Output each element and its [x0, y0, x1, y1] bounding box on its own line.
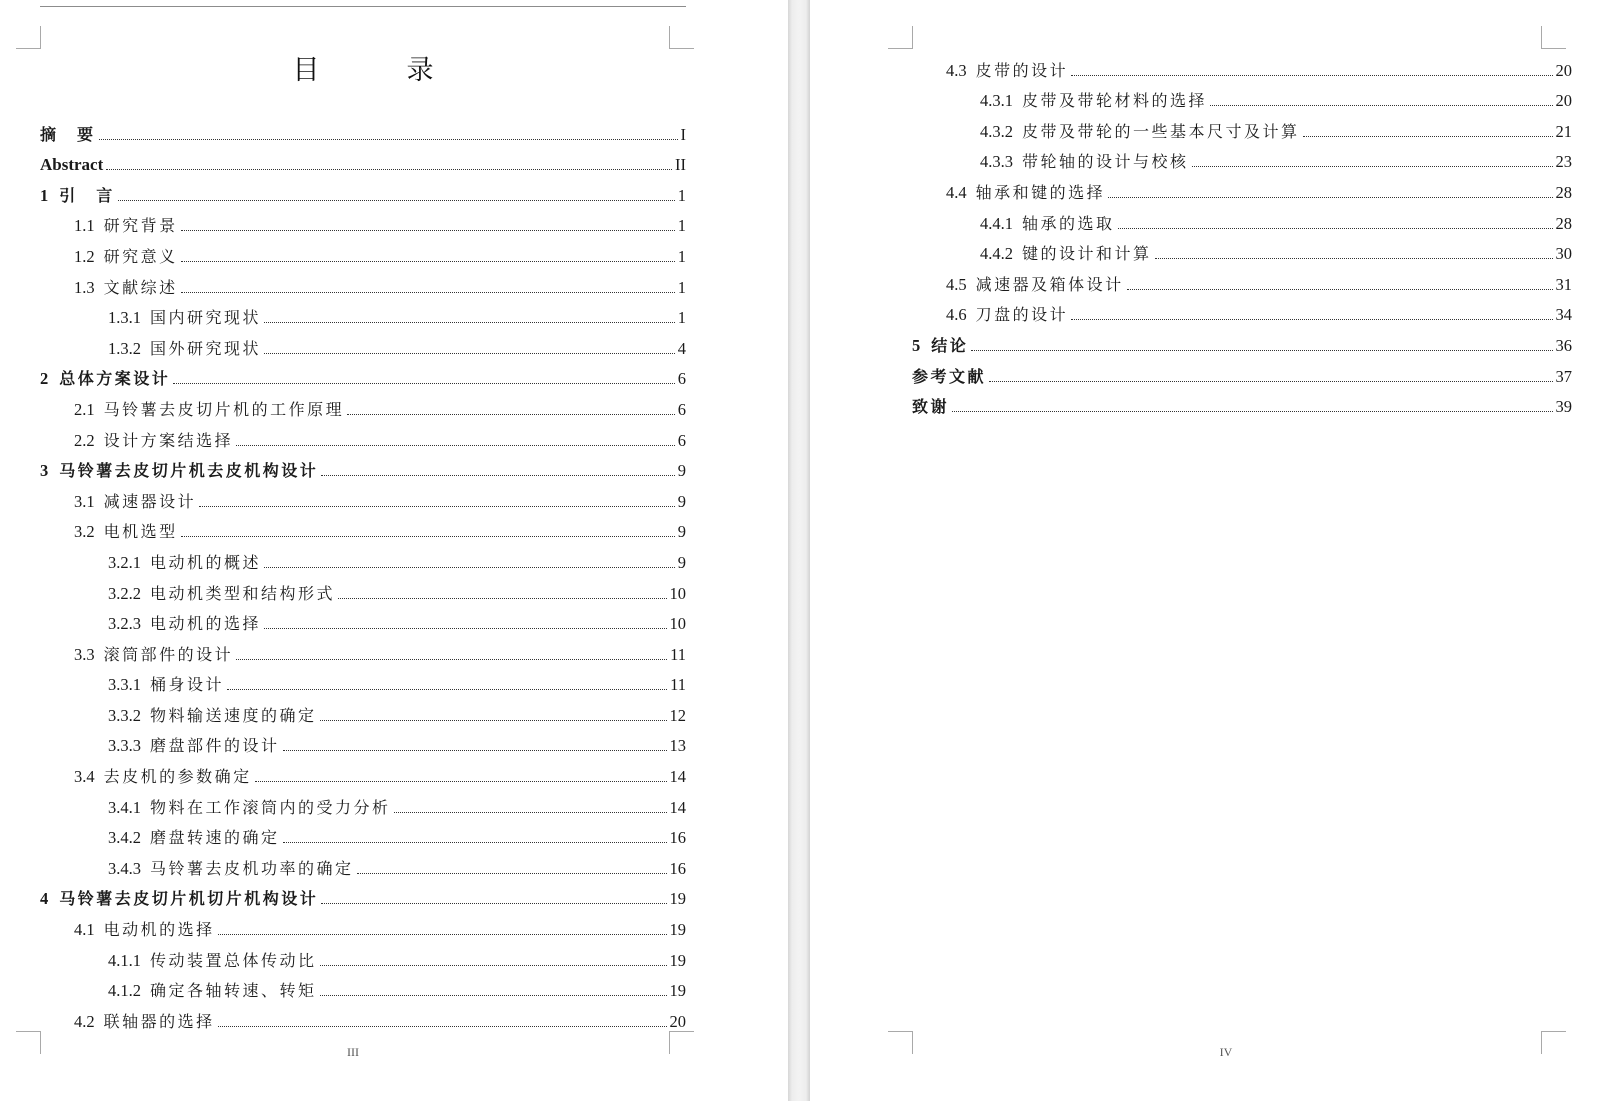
toc-entry[interactable]: [40, 726, 686, 757]
toc-dot-leader: [321, 475, 674, 476]
toc-dot-leader: [1071, 319, 1552, 320]
toc-entry-number: 1.3.2: [108, 338, 141, 358]
toc-entry[interactable]: [40, 573, 686, 604]
toc-entry[interactable]: [40, 604, 686, 635]
toc-entry-number: 4: [40, 889, 49, 909]
toc-entry[interactable]: [912, 142, 1572, 173]
toc-entry-page: 10: [669, 614, 686, 634]
toc-entry-title: 研究背景: [103, 216, 178, 236]
toc-entry-page: I: [680, 124, 686, 144]
toc-dot-leader: [952, 411, 1552, 412]
toc-entry-page: 1: [677, 216, 686, 236]
margin-corner-mark: [16, 1031, 41, 1054]
toc-entry[interactable]: [40, 389, 686, 420]
toc-entry[interactable]: [40, 818, 686, 849]
toc-entry[interactable]: [912, 81, 1572, 112]
toc-dot-leader: [1303, 136, 1553, 137]
page-gutter: [788, 0, 810, 1101]
toc-entry-title: 带轮轴的设计与校核: [1022, 152, 1189, 172]
toc-entry[interactable]: [40, 879, 686, 910]
toc-entry[interactable]: [40, 236, 686, 267]
toc-entry-title: 皮带的设计: [975, 60, 1069, 80]
toc-entry-title: 皮带及带轮的一些基本尺寸及计算: [1022, 121, 1300, 141]
toc-entry-title: 摘 要: [40, 124, 96, 144]
toc-entry-title: 马铃薯去皮切片机去皮机构设计: [59, 461, 319, 481]
toc-dot-leader: [118, 200, 675, 201]
toc-entry[interactable]: [912, 356, 1572, 387]
toc-entry-number: 4.4.2: [980, 244, 1013, 264]
toc-dot-leader: [320, 720, 667, 721]
toc-entry-page: 9: [677, 461, 686, 481]
toc-entry[interactable]: [40, 481, 686, 512]
toc-dot-leader: [106, 169, 672, 170]
toc-entry-title: 联轴器的选择: [103, 1011, 215, 1031]
toc-entry[interactable]: [40, 1001, 686, 1032]
toc-dot-leader: [283, 842, 667, 843]
toc-entry-page: 34: [1555, 305, 1572, 325]
toc-dot-leader: [264, 567, 675, 568]
toc-entry-page: 12: [669, 705, 686, 725]
toc-entry-number: 4.1.2: [108, 981, 141, 1001]
toc-entry-title: 轴承和键的选择: [975, 182, 1106, 202]
margin-corner-mark: [16, 26, 41, 49]
toc-dot-leader: [394, 812, 667, 813]
toc-dot-leader: [989, 381, 1552, 382]
toc-entry-page: 16: [669, 828, 686, 848]
toc-entry-title: 研究意义: [103, 246, 178, 266]
toc-dot-leader: [181, 261, 675, 262]
toc-entry-title: 磨盘部件的设计: [150, 736, 280, 756]
margin-corner-mark: [669, 1031, 694, 1054]
toc-entry-title: 总体方案设计: [59, 369, 171, 389]
toc-entry-title: 减速器设计: [103, 491, 197, 511]
toc-entry-page: 28: [1555, 182, 1572, 202]
toc-entry-title: 去皮机的参数确定: [103, 767, 252, 787]
toc-entry-number: 3.2.2: [108, 583, 141, 603]
toc-entry[interactable]: [40, 695, 686, 726]
toc-dot-leader: [1118, 228, 1553, 229]
toc-entry[interactable]: [912, 111, 1572, 142]
toc-entry-title: 参考文献: [912, 366, 987, 386]
toc-dot-leader: [1127, 289, 1553, 290]
toc-dot-leader: [321, 903, 666, 904]
toc-entry-page: 1: [677, 246, 686, 266]
toc-entry-page: 11: [670, 675, 686, 695]
toc-entry[interactable]: [40, 267, 686, 298]
toc-dot-leader: [264, 322, 675, 323]
toc-entry-number: 2: [40, 369, 49, 389]
toc-dot-leader: [218, 1026, 667, 1027]
toc-entry-title: 物料在工作滚筒内的受力分析: [150, 797, 391, 817]
toc-entry-title: 马铃薯去皮切片机切片机构设计: [59, 889, 319, 909]
toc-entry[interactable]: [40, 206, 686, 237]
toc-entry-number: 4.2: [74, 1011, 95, 1031]
toc-entry-page: 20: [669, 1011, 686, 1031]
toc-entry[interactable]: [40, 940, 686, 971]
toc-entry-title: 减速器及箱体设计: [975, 274, 1124, 294]
toc-entry-page: 14: [669, 797, 686, 817]
toc-entry-page: 16: [669, 858, 686, 878]
margin-corner-mark: [669, 26, 694, 49]
toc-entry[interactable]: [40, 298, 686, 329]
toc-dot-leader: [320, 995, 667, 996]
toc-entry-page: 9: [677, 552, 686, 572]
toc-entry-title: 设计方案结选择: [103, 430, 234, 450]
toc-entry[interactable]: [40, 909, 686, 940]
toc-entry-number: 3.3: [74, 644, 95, 664]
toc-entry-number: 4.1.1: [108, 950, 141, 970]
toc-entry-title: 电动机的概述: [150, 552, 262, 572]
toc-entry-page: 19: [669, 889, 686, 909]
toc-entry-number: 1.2: [74, 246, 95, 266]
toc-entry-number: 3.3.3: [108, 736, 141, 756]
toc-entry-title: 传动装置总体传动比: [150, 950, 317, 970]
toc-dot-leader: [283, 750, 667, 751]
toc-entry-title: 皮带及带轮材料的选择: [1022, 91, 1208, 111]
toc-entry-title: 电动机的选择: [150, 614, 262, 634]
toc-entry[interactable]: [40, 756, 686, 787]
toc-entry-page: 39: [1555, 397, 1572, 417]
header-rule: [40, 6, 686, 7]
toc-entry-page: 37: [1555, 366, 1572, 386]
toc-entry-page: 1: [677, 308, 686, 328]
toc-entry-page: 1: [677, 185, 686, 205]
toc-entry-page: 20: [1555, 60, 1572, 80]
toc-entry-number: 4.3.3: [980, 152, 1013, 172]
toc-dot-leader: [236, 659, 667, 660]
toc-entry-page: 31: [1555, 274, 1572, 294]
toc-entry-number: 3.4.1: [108, 797, 141, 817]
toc-dot-leader: [255, 781, 667, 782]
toc-entry-title: 马铃薯去皮切片机的工作原理: [103, 399, 345, 419]
toc-dot-leader: [264, 628, 666, 629]
toc-entry-page: 9: [677, 522, 686, 542]
toc-entry-number: 3.4: [74, 767, 95, 787]
toc-dot-leader: [181, 230, 675, 231]
toc-entry[interactable]: [40, 665, 686, 696]
toc-entry-page: 30: [1555, 244, 1572, 264]
toc-entry-title: 马铃薯去皮机功率的确定: [150, 858, 354, 878]
toc-entry-number: 4.5: [946, 274, 967, 294]
toc-entry-page: 28: [1555, 213, 1572, 233]
toc-entry-title: 电机选型: [103, 522, 178, 542]
toc-entry-page: 19: [669, 950, 686, 970]
toc-dot-leader: [236, 445, 675, 446]
toc-entry-number: 4.3.1: [980, 91, 1013, 111]
toc-entry-page: 14: [669, 767, 686, 787]
toc-entry[interactable]: [40, 971, 686, 1002]
toc-entry[interactable]: [912, 234, 1572, 265]
toc-entry-title: 物料输送速度的确定: [150, 705, 317, 725]
toc-dot-leader: [1108, 197, 1552, 198]
toc-entry-title: 刀盘的设计: [975, 305, 1069, 325]
toc-entry-number: 3.3.1: [108, 675, 141, 695]
toc-title: 目 录: [292, 55, 464, 86]
toc-entry-number: 2.2: [74, 430, 95, 450]
toc-entry-number: 1.1: [74, 216, 95, 236]
toc-entry-page: 4: [677, 338, 686, 358]
toc-entry[interactable]: [40, 848, 686, 879]
toc-entry[interactable]: [40, 512, 686, 543]
toc-entry-page: 13: [669, 736, 686, 756]
toc-dot-leader: [173, 383, 674, 384]
toc-entry-page: 36: [1555, 335, 1572, 355]
toc-dot-leader: [1210, 105, 1552, 106]
toc-entry-page: 1: [677, 277, 686, 297]
toc-entry[interactable]: [912, 50, 1572, 81]
toc-entry-title: 磨盘转速的确定: [150, 828, 280, 848]
toc-entry-number: 3.2.3: [108, 614, 141, 634]
toc-entry-page: 9: [677, 491, 686, 511]
toc-entry-number: 5: [912, 335, 921, 355]
toc-entry-page: 19: [669, 920, 686, 940]
toc-entry[interactable]: [40, 787, 686, 818]
toc-dot-leader: [199, 506, 675, 507]
toc-entry[interactable]: [40, 359, 686, 390]
toc-entry[interactable]: [40, 451, 686, 482]
toc-entry-title: 结论: [931, 335, 969, 355]
toc-entry[interactable]: [40, 114, 686, 145]
toc-entry[interactable]: [40, 328, 686, 359]
toc-entry-number: 3.1: [74, 491, 95, 511]
page-number-footer: III: [347, 1045, 359, 1059]
toc-entry-number: 4.3: [946, 60, 967, 80]
page-number-footer: IV: [1219, 1045, 1233, 1059]
toc-entry-title: 确定各轴转速、转矩: [150, 981, 317, 1001]
toc-dot-leader: [264, 353, 675, 354]
toc-entry-number: 1.3: [74, 277, 95, 297]
toc-entry-number: 2.1: [74, 399, 95, 419]
toc-entry[interactable]: [40, 542, 686, 573]
toc-entry-page: 6: [677, 399, 686, 419]
toc-dot-leader: [181, 536, 675, 537]
toc-entry-title: Abstract: [40, 155, 104, 175]
toc-entry-title: 国外研究现状: [150, 338, 262, 358]
toc-entry-title: 致谢: [912, 397, 950, 417]
toc-entry[interactable]: [40, 145, 686, 176]
toc-dot-leader: [1155, 258, 1553, 259]
toc-entry-page: 23: [1555, 152, 1572, 172]
toc-entry-number: 4.3.2: [980, 121, 1013, 141]
margin-corner-mark: [888, 26, 913, 49]
toc-entry-number: 3: [40, 461, 49, 481]
toc-dot-leader: [227, 689, 667, 690]
toc-entry-title: 键的设计和计算: [1022, 244, 1152, 264]
margin-corner-mark: [1541, 1031, 1566, 1054]
toc-entry-page: 19: [669, 981, 686, 1001]
margin-corner-mark: [1541, 26, 1566, 49]
toc-entry-page: 6: [677, 369, 686, 389]
toc-dot-leader: [99, 139, 678, 140]
toc-dot-leader: [1192, 166, 1553, 167]
toc-entry-number: 4.4.1: [980, 213, 1013, 233]
toc-entry-number: 4.4: [946, 182, 967, 202]
toc-entry-number: 3.4.2: [108, 828, 141, 848]
toc-dot-leader: [347, 414, 675, 415]
toc-entry-number: 3.2.1: [108, 552, 141, 572]
toc-dot-leader: [357, 873, 667, 874]
toc-entry-title: 电动机的选择: [103, 920, 215, 940]
toc-entry-page: 10: [669, 583, 686, 603]
toc-dot-leader: [218, 934, 667, 935]
toc-list-right: [912, 50, 1572, 417]
toc-entry-number: 3.3.2: [108, 705, 141, 725]
toc-entry-title: 滚筒部件的设计: [103, 644, 234, 664]
toc-entry-title: 轴承的选取: [1022, 213, 1115, 233]
toc-dot-leader: [338, 598, 666, 599]
toc-entry-number: 3.4.3: [108, 858, 141, 878]
toc-entry-number: 1: [40, 185, 49, 205]
toc-dot-leader: [181, 292, 675, 293]
toc-entry-title: 引 言: [59, 185, 115, 205]
toc-entry[interactable]: [912, 295, 1572, 326]
toc-entry[interactable]: [912, 172, 1572, 203]
toc-entry[interactable]: [912, 203, 1572, 234]
toc-entry[interactable]: [40, 420, 686, 451]
toc-entry-title: 电动机类型和结构形式: [150, 583, 336, 603]
toc-entry[interactable]: [912, 387, 1572, 418]
toc-entry-page: II: [675, 155, 686, 175]
toc-entry[interactable]: [40, 634, 686, 665]
document-page-left: [0, 0, 788, 1101]
toc-list-left: [40, 114, 686, 1032]
toc-dot-leader: [320, 965, 667, 966]
toc-entry-number: 3.2: [74, 522, 95, 542]
toc-entry[interactable]: [40, 175, 686, 206]
toc-entry-title: 国内研究现状: [150, 308, 262, 328]
toc-entry[interactable]: [912, 264, 1572, 295]
toc-entry-title: 桶身设计: [150, 675, 225, 695]
toc-entry-page: 20: [1555, 91, 1572, 111]
toc-entry-number: 4.6: [946, 305, 967, 325]
margin-corner-mark: [888, 1031, 913, 1054]
toc-entry[interactable]: [912, 325, 1572, 356]
toc-entry-page: 6: [677, 430, 686, 450]
toc-entry-page: 21: [1555, 121, 1572, 141]
toc-dot-leader: [971, 350, 1552, 351]
toc-entry-number: 4.1: [74, 920, 95, 940]
toc-entry-number: 1.3.1: [108, 308, 141, 328]
toc-entry-page: 11: [670, 644, 686, 664]
toc-dot-leader: [1071, 75, 1552, 76]
toc-entry-title: 文献综述: [103, 277, 178, 297]
